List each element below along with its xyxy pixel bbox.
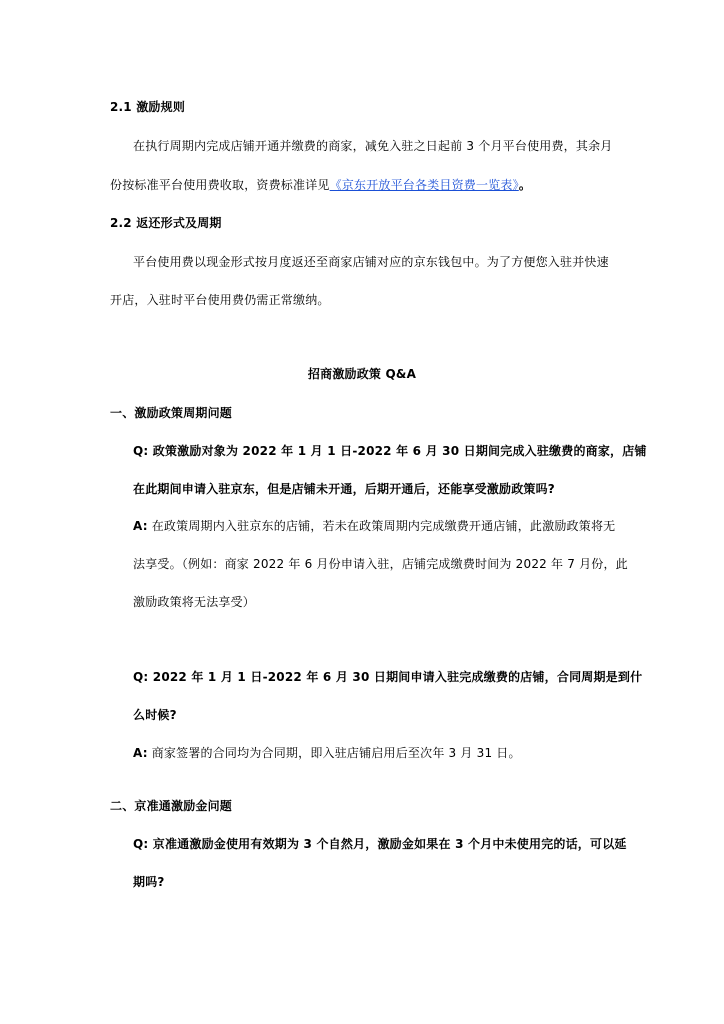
section-2-1-paragraph-line-2 [110, 177, 531, 193]
part-1-a2-label: A: [133, 746, 148, 760]
section-2-1-line-2-suffix: 。 [518, 178, 532, 192]
part-2-q1-line-2: 期吗? [133, 875, 165, 889]
section-2-2-paragraph-line-2: 开店，入驻时平台使用费仍需正常缴纳。 [110, 293, 330, 307]
section-2-1-line-2-prefix: 份按标准平台使用费收取，资费标准详见 [110, 178, 330, 192]
part-1-q2-line-1: Q: 2022 年 1 月 1 日-2022 年 6 月 30 日期间申请入驻完成缴费的店铺，合同周期是到什 [133, 670, 643, 684]
part-1-a1-line-2: 法享受。（例如：商家 2022 年 6 月份申请入驻，店铺完成缴费时间为 2022 年 7 月份，此 [133, 557, 628, 571]
section-2-2-heading: 2.2 返还形式及周期 [110, 216, 222, 230]
fee-schedule-link[interactable]: 《京东开放平台各类目资费一览表》 [329, 178, 519, 192]
part-1-q1-line-1: Q: 政策激励对象为 2022 年 1 月 1 日-2022 年 6 月 30 日期间完成入驻缴费的商家，店铺 [133, 444, 647, 458]
part-1-a1-label: A: [133, 519, 148, 533]
part-1-q1-line-2: 在此期间申请入驻京东，但是店铺未开通，后期开通后，还能享受激励政策吗? [133, 482, 555, 496]
part-1-q2-line-2: 么时候? [133, 708, 177, 722]
part-2-q1-line-1: Q: 京准通激励金使用有效期为 3 个自然月，激励金如果在 3 个月中未使用完的话，可以延 [133, 837, 627, 851]
part-1-a1-line-1 [133, 518, 615, 534]
section-2-1-paragraph-line-1: 在执行周期内完成店铺开通并缴费的商家，减免入驻之日起前 3 个月平台使用费，其余月 [133, 139, 613, 153]
part-1-a2-text: 商家签署的合同均为合同期，即入驻店铺启用后至次年 3 月 31 日。 [151, 746, 521, 760]
part-1-a1-line-3: 激励政策将无法享受） [133, 595, 256, 609]
qa-title: 招商激励政策 Q&A [307, 367, 417, 381]
section-2-1-heading: 2.1 激励规则 [110, 100, 186, 114]
part-2-heading: 二、京准通激励金问题 [110, 799, 233, 813]
part-1-a1-text: 在政策周期内入驻京东的店铺，若未在政策周期内完成缴费开通店铺，此激励政策将无 [151, 519, 616, 533]
section-2-2-paragraph-line-1: 平台使用费以现金形式按月度返还至商家店铺对应的京东钱包中。为了方便您入驻并快速 [133, 255, 609, 269]
part-1-a2-line-1 [133, 745, 521, 761]
part-1-heading: 一、激励政策周期问题 [110, 406, 233, 420]
